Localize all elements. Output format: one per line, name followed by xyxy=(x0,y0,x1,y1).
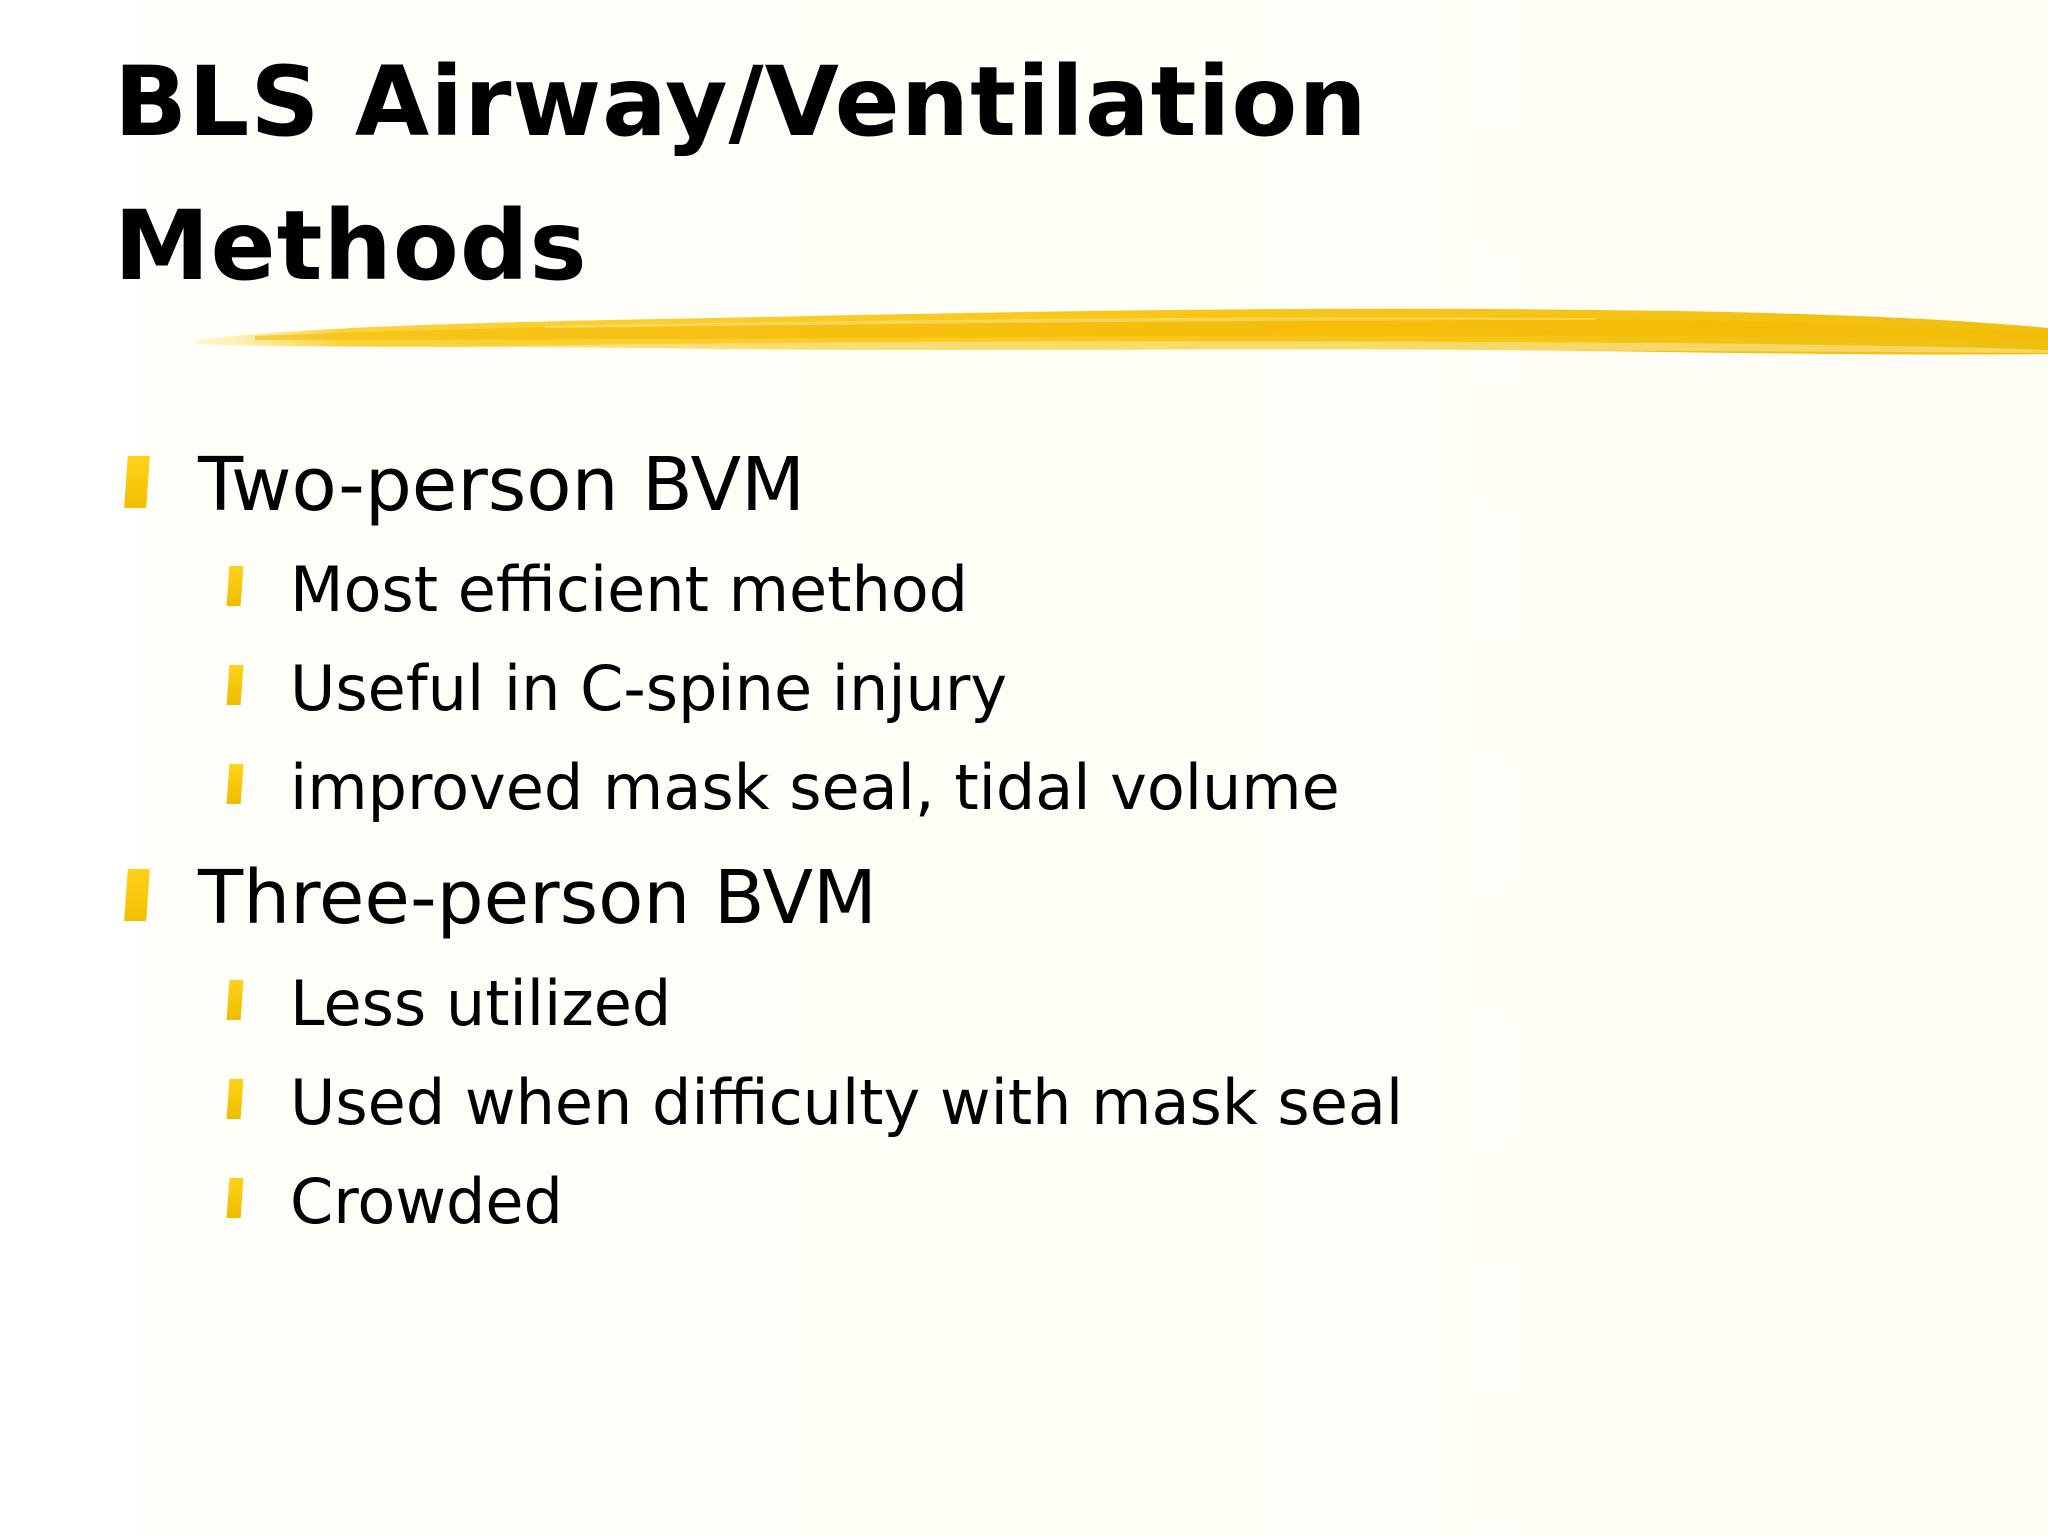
section-point: Used when difficulty with mask seal xyxy=(290,1066,1404,1139)
bullet-marker-icon xyxy=(227,665,244,705)
section-point: Less utilized xyxy=(290,967,672,1040)
section-point: Most efficient method xyxy=(290,553,969,626)
list-item xyxy=(228,1162,563,1242)
list-item xyxy=(126,853,877,943)
list-item xyxy=(228,964,671,1044)
bullet-marker-icon xyxy=(227,764,244,804)
list-item xyxy=(228,649,1007,729)
bullet-marker-icon xyxy=(124,456,150,508)
list-item xyxy=(126,440,805,530)
bullet-marker-icon xyxy=(227,1079,244,1119)
bullet-marker-icon xyxy=(227,566,244,606)
section-point: Crowded xyxy=(290,1165,563,1238)
bullet-marker-icon xyxy=(124,869,150,921)
list-item xyxy=(228,1063,1403,1143)
bullet-marker-icon xyxy=(227,1178,244,1218)
bullet-marker-icon xyxy=(227,980,244,1020)
section-point: improved mask seal, tidal volume xyxy=(290,751,1340,824)
list-item xyxy=(228,748,1340,828)
list-item xyxy=(228,550,968,630)
section-point: Useful in C-spine injury xyxy=(290,652,1008,725)
section-heading: Three-person BVM xyxy=(198,855,877,941)
slide-title: BLS Airway/Ventilation Methods xyxy=(114,46,1368,302)
section-heading: Two-person BVM xyxy=(198,442,805,528)
